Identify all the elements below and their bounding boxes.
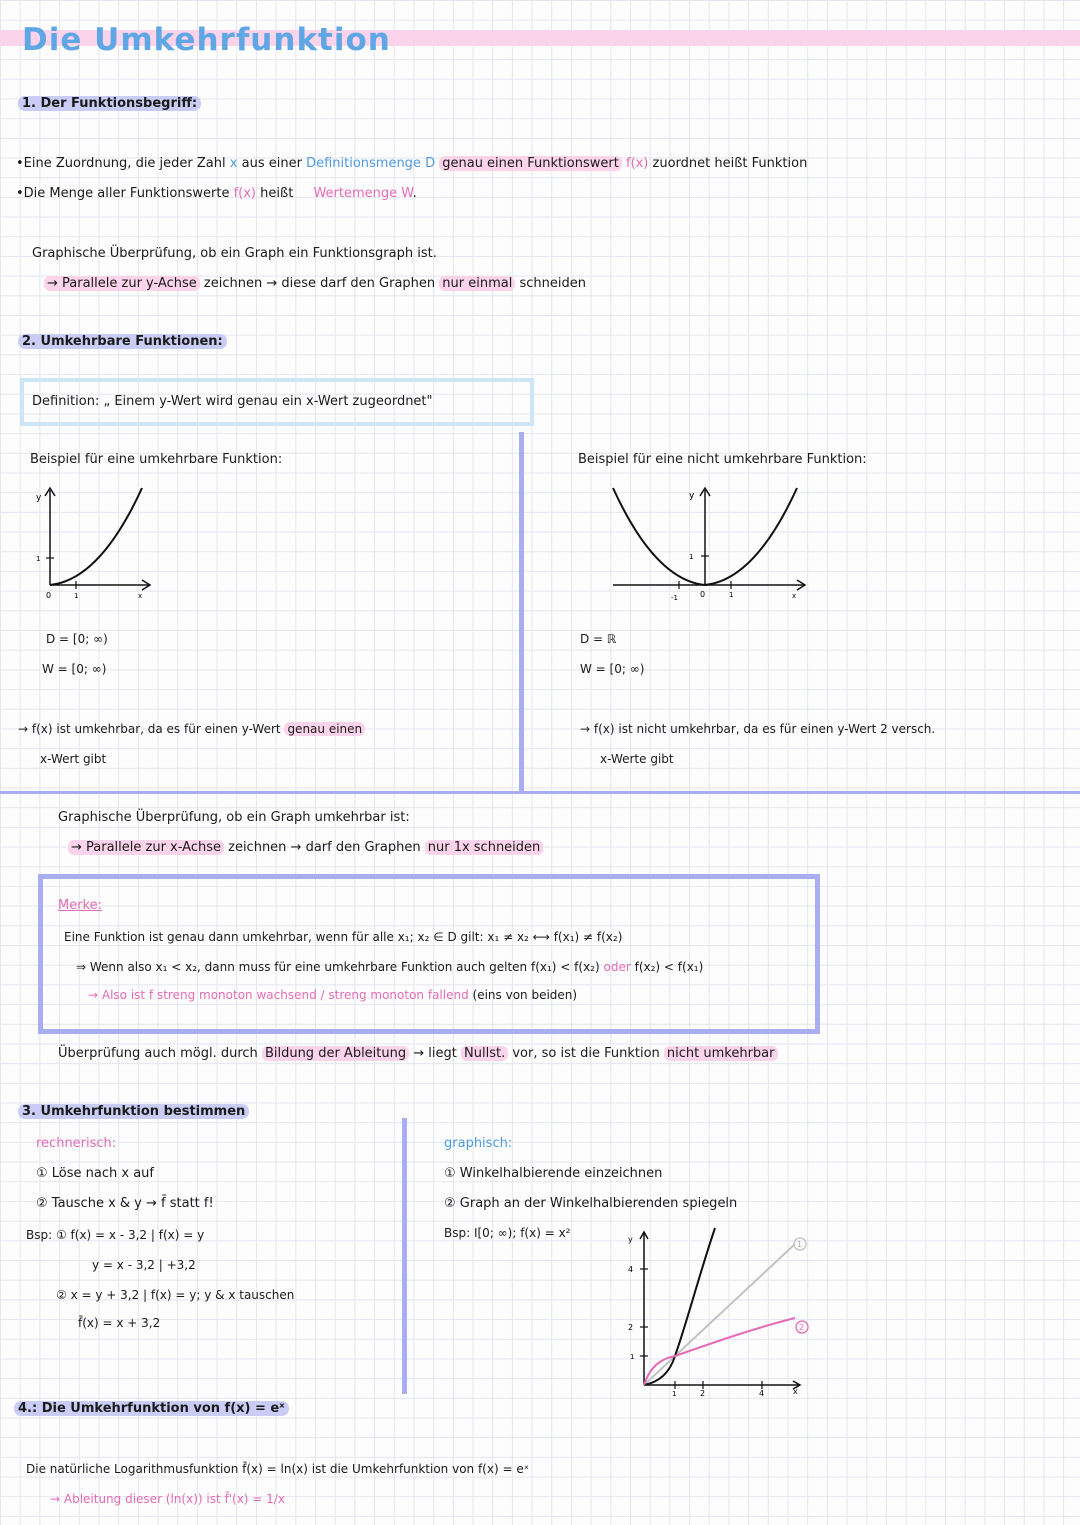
y-label: y — [689, 491, 695, 501]
algebraic-step-1: ① Löse nach x auf — [36, 1166, 154, 1181]
definition-text: Definition: „ Einem y-Wert wird genau ein x-Wert zugeordnet" — [32, 394, 433, 409]
curve-x-squared — [644, 1228, 715, 1385]
x-tick-label-2: 2 — [700, 1389, 706, 1397]
x-tick-neg-label: -1 — [671, 594, 678, 600]
s2-check-rule: → Parallele zur x-Achse zeichnen → darf den Graphen nur 1x schneiden — [68, 840, 543, 855]
merke-line-3: → Also ist f streng monoton wachsend / streng monoton fallend (eins von beiden) — [88, 988, 578, 1002]
x-tick-label: 1 — [74, 592, 79, 600]
conclusion-left-2: x-Wert gibt — [40, 752, 107, 766]
merke-line-2: ⇒ Wenn also x₁ < x₂, dann muss für eine umkehrbare Funktion auch gelten f(x₁) < f(x₂) oder f(x₂) < f(x₁) — [76, 960, 704, 974]
graphical-title: graphisch: — [444, 1136, 513, 1151]
example-invertible-title: Beispiel für eine umkehrbare Funktion: — [30, 452, 283, 467]
merke-box — [38, 874, 820, 1034]
conclusion-right: → f(x) ist nicht umkehrbar, da es für einen y-Wert 2 versch. — [580, 722, 936, 736]
algebraic-title: rechnerisch: — [36, 1136, 117, 1151]
algebraic-step-2: ② Tausche x & y → f̄ statt f! — [36, 1196, 214, 1211]
section-3-heading: 3. Umkehrfunktion bestimmen — [18, 1104, 249, 1119]
bisector-line — [644, 1244, 795, 1385]
merke-line-1: Eine Funktion ist genau dann umkehrbar, wenn für alle x₁; x₂ ∈ D gilt: x₁ ≠ x₂ ⟷ f(x₁) ≠ f(x₂) — [64, 930, 623, 944]
y-tick-label-1: 1 — [630, 1353, 635, 1361]
section-2-heading: 2. Umkehrbare Funktionen: — [18, 334, 227, 349]
section-4-heading: 4.: Die Umkehrfunktion von f(x) = eˣ — [14, 1401, 289, 1416]
x-label: x — [138, 592, 143, 600]
s4-line-1: Die natürliche Logarithmusfunktion f̄(x) = ln(x) ist die Umkehrfunktion von f(x) = eˣ — [26, 1462, 530, 1476]
s2-check-title: Graphische Überprüfung, ob ein Graph umkehrbar ist: — [58, 810, 410, 825]
x-tick-pos-label: 1 — [729, 591, 734, 599]
section-3-divider — [402, 1118, 407, 1394]
y-tick-label-2: 2 — [628, 1323, 634, 1332]
x-tick-label-4: 4 — [759, 1389, 765, 1397]
graphical-step-2: ② Graph an der Winkelhalbierenden spiegeln — [444, 1196, 738, 1211]
merke-heading: Merke: — [58, 898, 103, 913]
graph-invertible — [30, 480, 160, 600]
curve-inverse-sqrt — [644, 1318, 795, 1385]
domain-right: D = ℝ — [580, 632, 617, 646]
graph-inverse — [615, 1222, 815, 1397]
marker-2-label: 2 — [799, 1323, 805, 1332]
algebraic-example-1: Bsp: ① f(x) = x - 3,2 | f(x) = y — [26, 1228, 205, 1242]
conclusion-left: → f(x) ist umkehrbar, da es für einen y-Wert genau einen — [18, 722, 365, 736]
x-label: x — [793, 1387, 798, 1396]
example-noninvertible-title: Beispiel für eine nicht umkehrbare Funktion: — [578, 452, 867, 467]
algebraic-example-3: ② x = y + 3,2 | f(x) = y; y & x tauschen — [56, 1288, 295, 1302]
y-tick-label: 1 — [689, 553, 694, 561]
algebraic-example-4: f̄(x) = x + 3,2 — [78, 1316, 161, 1330]
x-tick-label-1: 1 — [672, 1390, 677, 1397]
y-label: y — [36, 493, 42, 503]
marker-1-label: 1 — [797, 1240, 803, 1249]
y-tick-label-4: 4 — [628, 1265, 634, 1274]
s1-line2: •Die Menge aller Funktionswerte f(x) heißt Wertemenge W. — [16, 186, 417, 201]
y-label: y — [628, 1235, 633, 1244]
section-1-heading: 1. Der Funktionsbegriff: — [18, 96, 201, 111]
graph-noninvertible — [605, 480, 815, 600]
x-label: x — [792, 592, 797, 600]
y-tick-label: 1 — [36, 555, 41, 563]
graphical-step-1: ① Winkelhalbierende einzeichnen — [444, 1166, 663, 1181]
origin-label: 0 — [46, 591, 52, 600]
s1-line1: •Eine Zuordnung, die jeder Zahl x aus einer Definitionsmenge D genau einen Funktionswert f(x) zuordnet heißt Funktion — [16, 156, 808, 171]
s4-line-2: → Ableitung dieser (ln(x)) ist f̄'(x) = 1/x — [50, 1492, 285, 1506]
origin-label: 0 — [700, 590, 706, 599]
range-right: W = [0; ∞) — [580, 662, 645, 676]
section-2-divider — [519, 432, 524, 792]
range-left: W = [0; ∞) — [42, 662, 107, 676]
page-title: Die Umkehrfunktion — [22, 22, 391, 58]
domain-left: D = [0; ∞) — [46, 632, 108, 646]
derivative-note: Überprüfung auch mögl. durch Bildung der Ableitung → liegt Nullst. vor, so ist die Funktion nicht umkehrbar — [58, 1046, 778, 1061]
parabola-half — [50, 488, 142, 585]
algebraic-example-2: y = x - 3,2 | +3,2 — [92, 1258, 196, 1272]
s1-check-title: Graphische Überprüfung, ob ein Graph ein Funktionsgraph ist. — [32, 246, 437, 261]
section-2-rule — [0, 791, 1080, 794]
conclusion-right-2: x-Werte gibt — [600, 752, 674, 766]
s1-check-rule: → Parallele zur y-Achse zeichnen → diese darf den Graphen nur einmal schneiden — [44, 276, 586, 291]
graphical-example: Bsp: I[0; ∞); f(x) = x² — [444, 1226, 571, 1240]
